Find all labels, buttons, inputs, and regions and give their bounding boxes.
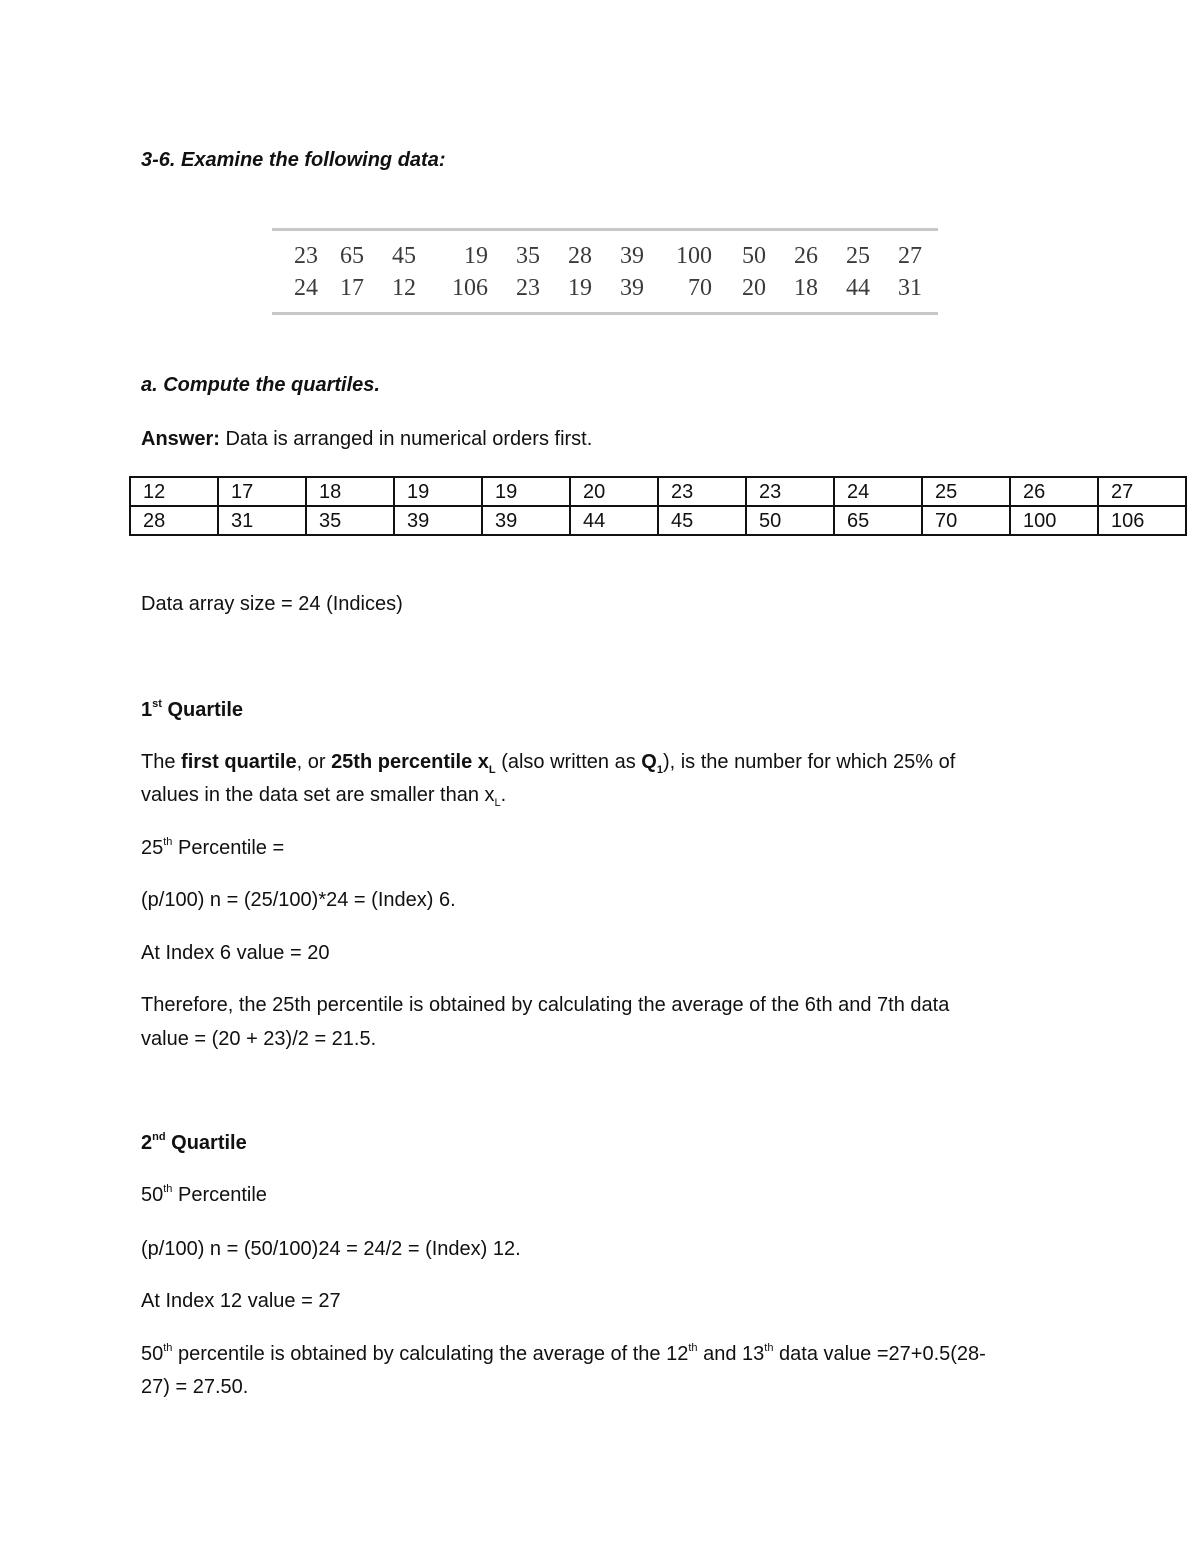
q2-pct-sup: th	[163, 1183, 173, 1196]
table-cell: 24	[834, 477, 922, 506]
q1-def-sub: 1	[656, 764, 663, 776]
q2-obt-part: percentile is obtained by calculating the average of the 12	[172, 1343, 689, 1365]
q1-percentile-label	[141, 836, 284, 860]
raw-data-cell: 25	[846, 243, 870, 269]
q2-heading-num: 2	[141, 1132, 153, 1154]
q2-pct-num: 50	[141, 1184, 164, 1206]
table-cell: 12	[130, 477, 218, 506]
raw-data-row	[272, 242, 938, 274]
raw-data-cell: 100	[676, 243, 712, 269]
table-cell: 44	[570, 506, 658, 535]
q2-obtained-line2: 27) = 27.50.	[141, 1376, 249, 1398]
raw-data-row	[272, 274, 938, 306]
raw-data-cell: 44	[846, 275, 870, 301]
table-cell: 20	[570, 477, 658, 506]
q1-def-part: The	[141, 751, 182, 773]
table-cell: 31	[218, 506, 306, 535]
table-cell: 100	[1010, 506, 1098, 535]
q2-at-index: At Index 12 value = 27	[141, 1290, 341, 1312]
answer-label: Answer:	[141, 428, 220, 450]
q1-heading-rest: Quartile	[161, 699, 244, 721]
q1-pct-sup: th	[163, 836, 173, 849]
q1-heading-num: 1	[141, 699, 153, 721]
raw-data-cell: 23	[516, 275, 540, 301]
q2-heading-sup: nd	[152, 1131, 166, 1144]
q2-heading	[141, 1131, 247, 1155]
q2-obt-part: and 13	[697, 1343, 765, 1365]
q2-obtained-line1	[141, 1342, 986, 1366]
q1-therefore-line2: value = (20 + 23)/2 = 21.5.	[141, 1028, 377, 1050]
q1-definition-line2	[141, 783, 506, 807]
q1-heading	[141, 698, 243, 722]
raw-data-top-rule	[272, 228, 938, 231]
raw-data-cell: 28	[568, 243, 592, 269]
q2-pct-rest: Percentile	[172, 1184, 267, 1206]
table-cell: 27	[1098, 477, 1186, 506]
raw-data-cell: 18	[794, 275, 818, 301]
q1-definition-line1	[141, 750, 955, 774]
table-cell: 26	[1010, 477, 1098, 506]
q1-def-part: , or	[296, 751, 332, 773]
raw-data-bottom-rule	[272, 312, 938, 315]
q1-def-part: (also written as	[495, 751, 642, 773]
table-cell: 25	[922, 477, 1010, 506]
q1-def-part: ), is the number for which 25% of	[662, 751, 956, 773]
raw-data-cell: 17	[340, 275, 364, 301]
q2-percentile-label	[141, 1183, 267, 1207]
raw-data-cell: 19	[464, 243, 488, 269]
q1-def-part: .	[500, 784, 507, 806]
q1-def-sub: L	[494, 797, 501, 809]
q1-def-sub: L	[488, 764, 496, 776]
raw-data-cell: 39	[620, 275, 644, 301]
raw-data-cell: 65	[340, 243, 364, 269]
q1-therefore-line1: Therefore, the 25th percentile is obtained by calculating the average of the 6th and 7th data	[141, 994, 950, 1016]
raw-data-cell: 26	[794, 243, 818, 269]
raw-data-cell: 39	[620, 243, 644, 269]
table-cell: 18	[306, 477, 394, 506]
q1-pct-num: 25	[141, 837, 164, 859]
table-row	[130, 506, 1186, 535]
answer-text: Data is arranged in numerical orders first.	[219, 428, 593, 450]
raw-data-cell: 45	[392, 243, 416, 269]
q1-heading-sup: st	[152, 698, 162, 711]
sorted-data-table	[129, 476, 1187, 536]
q2-obt-part: 50	[141, 1343, 164, 1365]
q1-def-bold: Q	[641, 751, 657, 773]
q2-heading-rest: Quartile	[165, 1132, 247, 1154]
raw-data-cell: 23	[294, 243, 318, 269]
table-cell: 23	[746, 477, 834, 506]
q1-def-part: values in the data set are smaller than x	[141, 784, 495, 806]
table-cell: 17	[218, 477, 306, 506]
table-cell: 19	[394, 477, 482, 506]
raw-data-cell: 106	[452, 275, 488, 301]
q2-obt-part: data value =27+0.5(28-	[773, 1343, 986, 1365]
raw-data-cell: 31	[898, 275, 922, 301]
table-cell: 39	[394, 506, 482, 535]
problem-heading: 3-6. Examine the following data:	[141, 149, 446, 171]
table-cell: 35	[306, 506, 394, 535]
table-row	[130, 477, 1186, 506]
answer-line	[141, 427, 592, 451]
table-cell: 23	[658, 477, 746, 506]
table-cell: 28	[130, 506, 218, 535]
q2-formula: (p/100) n = (50/100)24 = 24/2 = (Index) 12.	[141, 1238, 521, 1260]
table-cell: 39	[482, 506, 570, 535]
raw-data-cell: 12	[392, 275, 416, 301]
table-cell: 19	[482, 477, 570, 506]
table-cell: 106	[1098, 506, 1186, 535]
q2-obt-sup: th	[688, 1342, 698, 1355]
raw-data-cell: 20	[742, 275, 766, 301]
q1-formula: (p/100) n = (25/100)*24 = (Index) 6.	[141, 889, 456, 911]
table-cell: 65	[834, 506, 922, 535]
raw-data-block	[272, 242, 938, 306]
raw-data-cell: 27	[898, 243, 922, 269]
q2-obt-sup: th	[764, 1342, 774, 1355]
raw-data-cell: 35	[516, 243, 540, 269]
table-cell: 70	[922, 506, 1010, 535]
raw-data-cell: 24	[294, 275, 318, 301]
table-cell: 50	[746, 506, 834, 535]
q1-at-index: At Index 6 value = 20	[141, 942, 330, 964]
raw-data-cell: 50	[742, 243, 766, 269]
raw-data-cell: 19	[568, 275, 592, 301]
table-cell: 45	[658, 506, 746, 535]
part-a-heading: a. Compute the quartiles.	[141, 374, 380, 396]
q1-pct-rest: Percentile =	[172, 837, 285, 859]
q2-obt-sup: th	[163, 1342, 173, 1355]
array-size-text: Data array size = 24 (Indices)	[141, 593, 403, 615]
q1-def-bold: 25th percentile x	[331, 751, 489, 773]
q1-def-bold: first quartile	[181, 751, 297, 773]
raw-data-cell: 70	[688, 275, 712, 301]
